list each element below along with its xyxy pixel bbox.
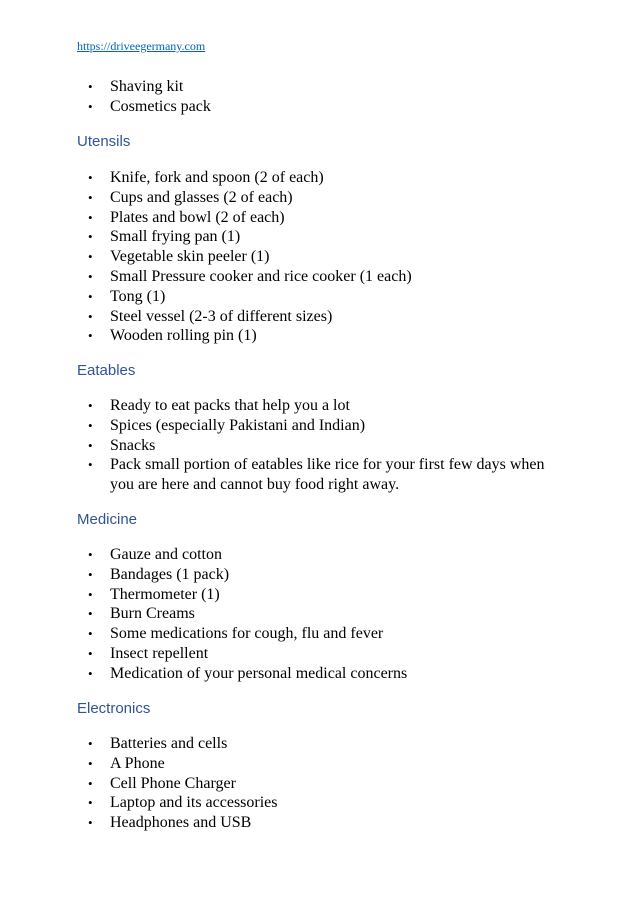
medicine-item <box>0 624 638 644</box>
heading-eatables: Eatables <box>77 362 136 379</box>
eatables-item <box>0 436 638 456</box>
intro-item <box>0 77 638 97</box>
eatables-item-text: Pack small portion of eatables like rice for your first few days when you are here and cannot buy food right away. <box>110 456 545 494</box>
utensils-item <box>0 267 638 287</box>
bullet-icon: • <box>88 586 93 602</box>
source-url-link[interactable]: https://driveegermany.com <box>77 39 206 53</box>
bullet-icon: • <box>88 755 93 771</box>
utensils-item-text: Small Pressure cooker and rice cooker (1 each) <box>110 267 412 285</box>
utensils-item-text: Small frying pan (1) <box>110 228 241 246</box>
eatables-item <box>0 455 638 495</box>
electronics-list <box>0 734 638 833</box>
bullet-icon: • <box>88 775 93 791</box>
utensils-item <box>0 188 638 208</box>
utensils-item-text: Tong (1) <box>110 287 166 305</box>
utensils-item-text: Steel vessel (2-3 of different sizes) <box>110 307 333 325</box>
medicine-item <box>0 644 638 664</box>
utensils-item <box>0 307 638 327</box>
intro-item-text: Cosmetics pack <box>110 97 211 115</box>
intro-list <box>0 77 638 117</box>
bullet-icon: • <box>88 189 93 205</box>
medicine-item <box>0 664 638 684</box>
bullet-icon: • <box>88 417 93 433</box>
medicine-item-text: Burn Creams <box>110 605 195 623</box>
utensils-item <box>0 247 638 267</box>
utensils-item <box>0 287 638 307</box>
bullet-icon: • <box>88 457 93 473</box>
bullet-icon: • <box>88 229 93 245</box>
medicine-item <box>0 565 638 585</box>
utensils-item-text: Wooden rolling pin (1) <box>110 327 257 345</box>
bullet-icon: • <box>88 268 93 284</box>
utensils-item <box>0 208 638 228</box>
bullet-icon: • <box>88 288 93 304</box>
intro-item-text: Shaving kit <box>110 78 184 95</box>
bullet-icon: • <box>88 645 93 661</box>
intro-item <box>0 97 638 117</box>
bullet-icon: • <box>88 437 93 453</box>
bullet-icon: • <box>88 547 93 562</box>
electronics-item-text: A Phone <box>110 754 165 772</box>
bullet-icon: • <box>88 79 93 94</box>
utensils-item-text: Cups and glasses (2 of each) <box>110 188 293 206</box>
eatables-item-text: Ready to eat packs that help you a lot <box>110 397 350 414</box>
eatables-list <box>0 396 638 495</box>
medicine-item-text: Insect repellent <box>110 644 209 662</box>
bullet-icon: • <box>88 308 93 324</box>
electronics-item <box>0 754 638 774</box>
medicine-list <box>0 545 638 684</box>
eatables-item <box>0 396 638 416</box>
electronics-item-text: Batteries and cells <box>110 735 228 752</box>
electronics-item-text: Laptop and its accessories <box>110 794 278 812</box>
heading-medicine: Medicine <box>77 511 138 528</box>
bullet-icon: • <box>88 98 93 114</box>
heading-electronics: Electronics <box>77 700 151 717</box>
bullet-icon: • <box>88 328 93 344</box>
bullet-icon: • <box>88 815 93 831</box>
eatables-item <box>0 416 638 436</box>
eatables-item-text: Snacks <box>110 436 156 454</box>
medicine-item-text: Some medications for cough, flu and fever <box>110 625 384 643</box>
medicine-item-text: Gauze and cotton <box>110 546 222 563</box>
bullet-icon: • <box>88 626 93 642</box>
medicine-item-text: Medication of your personal medical concerns <box>110 664 408 682</box>
utensils-item-text: Plates and bowl (2 of each) <box>110 208 285 226</box>
electronics-item <box>0 813 638 833</box>
medicine-item <box>0 604 638 624</box>
medicine-item <box>0 545 638 565</box>
heading-utensils: Utensils <box>77 133 131 150</box>
utensils-list <box>0 168 638 346</box>
utensils-item <box>0 227 638 247</box>
utensils-item <box>0 326 638 346</box>
bullet-icon: • <box>88 606 93 622</box>
electronics-item-text: Headphones and USB <box>110 814 252 832</box>
medicine-item-text: Bandages (1 pack) <box>110 565 230 583</box>
bullet-icon: • <box>88 736 93 751</box>
bullet-icon: • <box>88 665 93 681</box>
electronics-item-text: Cell Phone Charger <box>110 774 236 792</box>
electronics-item <box>0 774 638 794</box>
bullet-icon: • <box>88 209 93 225</box>
utensils-item <box>0 168 638 188</box>
eatables-item-text: Spices (especially Pakistani and Indian) <box>110 416 366 434</box>
medicine-item-text: Thermometer (1) <box>110 585 220 603</box>
bullet-icon: • <box>88 249 93 265</box>
bullet-icon: • <box>88 566 93 582</box>
utensils-item-text: Knife, fork and spoon (2 of each) <box>110 169 324 186</box>
medicine-item <box>0 585 638 605</box>
electronics-item <box>0 734 638 754</box>
electronics-item <box>0 793 638 813</box>
bullet-icon: • <box>88 795 93 811</box>
bullet-icon: • <box>88 170 93 185</box>
utensils-item-text: Vegetable skin peeler (1) <box>110 248 270 266</box>
bullet-icon: • <box>88 398 93 413</box>
